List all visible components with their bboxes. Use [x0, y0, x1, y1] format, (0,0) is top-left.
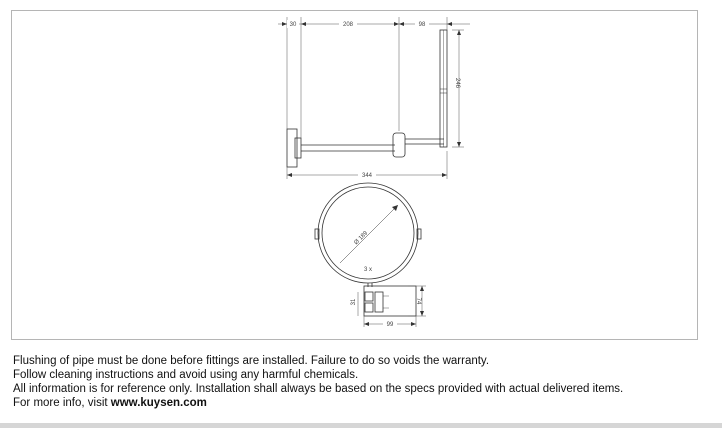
diameter-line [340, 205, 398, 263]
note-more-info [13, 396, 623, 410]
dim-arm-to-mirror: 98 [418, 22, 426, 28]
dim-wall-offset: 30 [289, 22, 297, 28]
dim-mirror-diameter: Ø 189 [353, 230, 370, 247]
note-reference: All information is for reference only. Installation shall always be based on the specs provided with actual delivered items. [13, 383, 624, 395]
plate-knob-bottom [365, 303, 373, 312]
plate-knob-top [365, 292, 373, 301]
dim-base-offset: 31 [351, 298, 357, 306]
wall-flange [287, 129, 297, 167]
magnification-label: 3 x [363, 267, 373, 273]
dim-total-length: 344 [361, 173, 373, 179]
technical-drawing-frame [11, 10, 698, 340]
more-info-prefix: For more info, visit [13, 397, 111, 409]
dim-base-height: 74 [415, 297, 421, 305]
website-link[interactable]: www.kuysen.com [110, 397, 207, 409]
mirror-inner [322, 187, 414, 279]
note-flushing: Flushing of pipe must be done before fittings are installed. Failure to do so voids the warranty. [13, 355, 490, 367]
note-cleaning: Follow cleaning instructions and avoid using any harmful chemicals. [13, 369, 359, 381]
dim-arm-length: 208 [342, 22, 354, 28]
bottom-bar [0, 423, 722, 428]
technical-drawing [12, 11, 699, 341]
dim-base-width: 99 [386, 322, 394, 328]
installation-notes [13, 354, 623, 410]
wall-flange-cap [295, 138, 301, 158]
dim-height: 246 [454, 77, 460, 89]
